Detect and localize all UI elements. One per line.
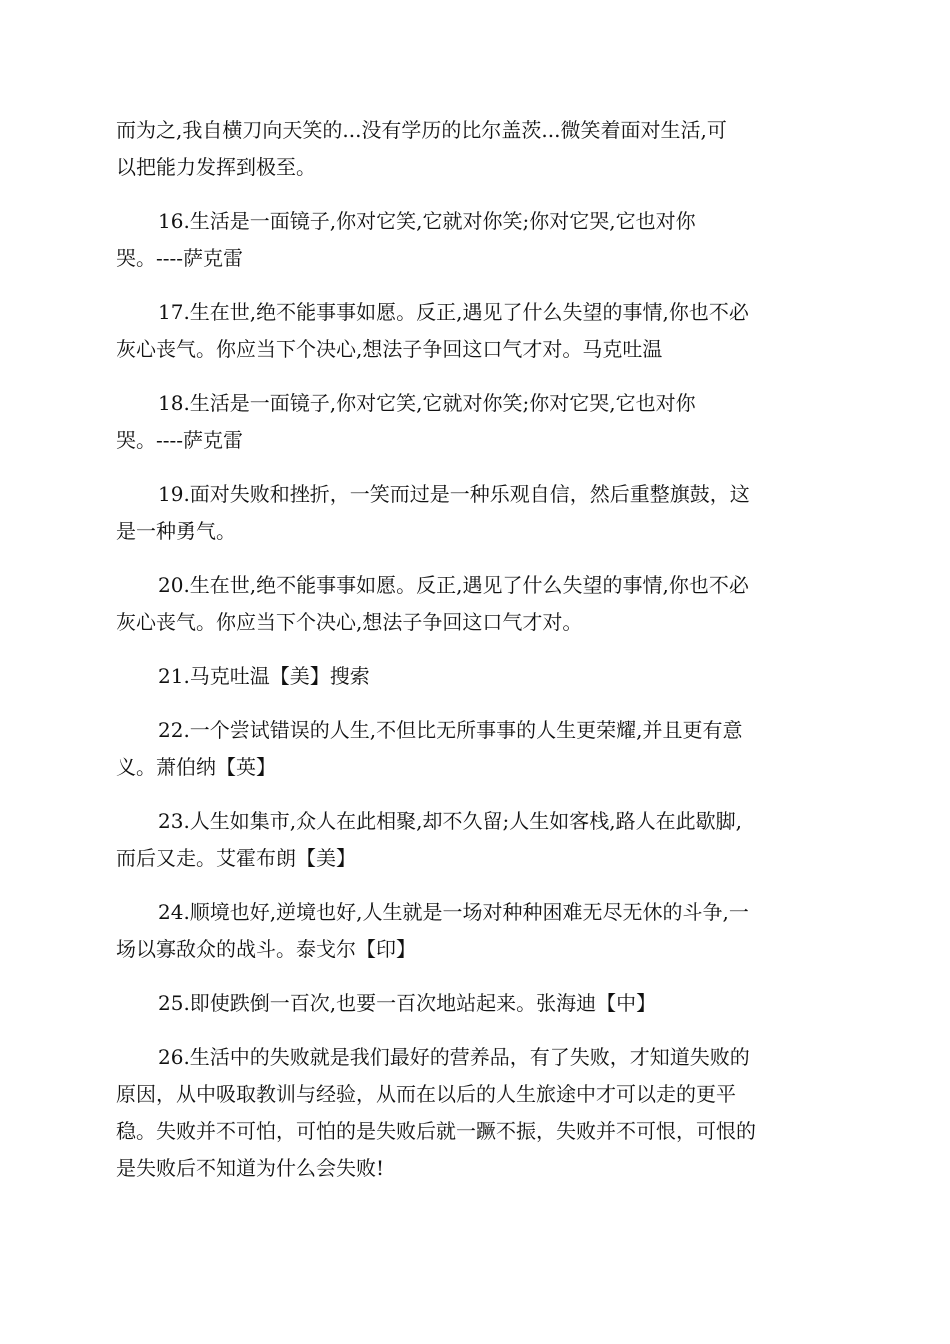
text-line: 20.生在世,绝不能事事如愿。反正,遇见了什么失望的事情,你也不必 <box>158 573 749 597</box>
text-line: 灰心丧气。你应当下个决心,想法子争回这口气才对。马克吐温 <box>116 337 663 361</box>
text-line: 稳。失败并不可怕，可怕的是失败后就一蹶不振，失败并不可恨，可恨的 <box>116 1119 756 1143</box>
text-line: 22.一个尝试错误的人生,不但比无所事事的人生更荣耀,并且更有意 <box>158 718 743 742</box>
text-line: 义。萧伯纳【英】 <box>116 755 276 779</box>
quote-19 <box>116 476 836 550</box>
text-line: 哭。----萨克雷 <box>116 246 244 270</box>
text-line: 是失败后不知道为什么会失败! <box>116 1156 385 1180</box>
quote-21 <box>116 658 836 695</box>
text-line: 19.面对失败和挫折，一笑而过是一种乐观自信，然后重整旗鼓，这 <box>158 482 750 506</box>
quote-22 <box>116 712 836 786</box>
text-line: 25.即使跌倒一百次,也要一百次地站起来。张海迪【中】 <box>158 991 657 1015</box>
text-line: 17.生在世,绝不能事事如愿。反正,遇见了什么失望的事情,你也不必 <box>158 300 749 324</box>
text-line: 24.顺境也好,逆境也好,人生就是一场对种种困难无尽无休的斗争,一 <box>158 900 749 924</box>
paragraph-continuation <box>116 112 836 186</box>
quote-26 <box>116 1039 836 1187</box>
quote-18 <box>116 385 836 459</box>
quote-16 <box>116 203 836 277</box>
quote-25 <box>116 985 836 1022</box>
text-line: 灰心丧气。你应当下个决心,想法子争回这口气才对。 <box>116 610 583 634</box>
text-line: 是一种勇气。 <box>116 519 236 543</box>
text-line: 以把能力发挥到极至。 <box>116 155 316 179</box>
quote-20 <box>116 567 836 641</box>
text-line: 26.生活中的失败就是我们最好的营养品，有了失败，才知道失败的 <box>158 1045 750 1069</box>
text-line: 哭。----萨克雷 <box>116 428 244 452</box>
text-line: 原因，从中吸取教训与经验，从而在以后的人生旅途中才可以走的更平 <box>116 1082 736 1106</box>
text-line: 23.人生如集市,众人在此相聚,却不久留;人生如客栈,路人在此歇脚, <box>158 809 742 833</box>
quote-23 <box>116 803 836 877</box>
quote-24 <box>116 894 836 968</box>
text-line: 而后又走。艾霍布朗【美】 <box>116 846 356 870</box>
text-line: 场以寡敌众的战斗。泰戈尔【印】 <box>116 937 416 961</box>
text-line: 而为之,我自横刀向天笑的...没有学历的比尔盖茨...微笑着面对生活,可 <box>116 118 727 142</box>
text-line: 18.生活是一面镜子,你对它笑,它就对你笑;你对它哭,它也对你 <box>158 391 696 415</box>
text-line: 16.生活是一面镜子,你对它笑,它就对你笑;你对它哭,它也对你 <box>158 209 696 233</box>
document-body <box>116 112 836 1204</box>
quote-17 <box>116 294 836 368</box>
text-line: 21.马克吐温【美】搜索 <box>158 664 370 688</box>
